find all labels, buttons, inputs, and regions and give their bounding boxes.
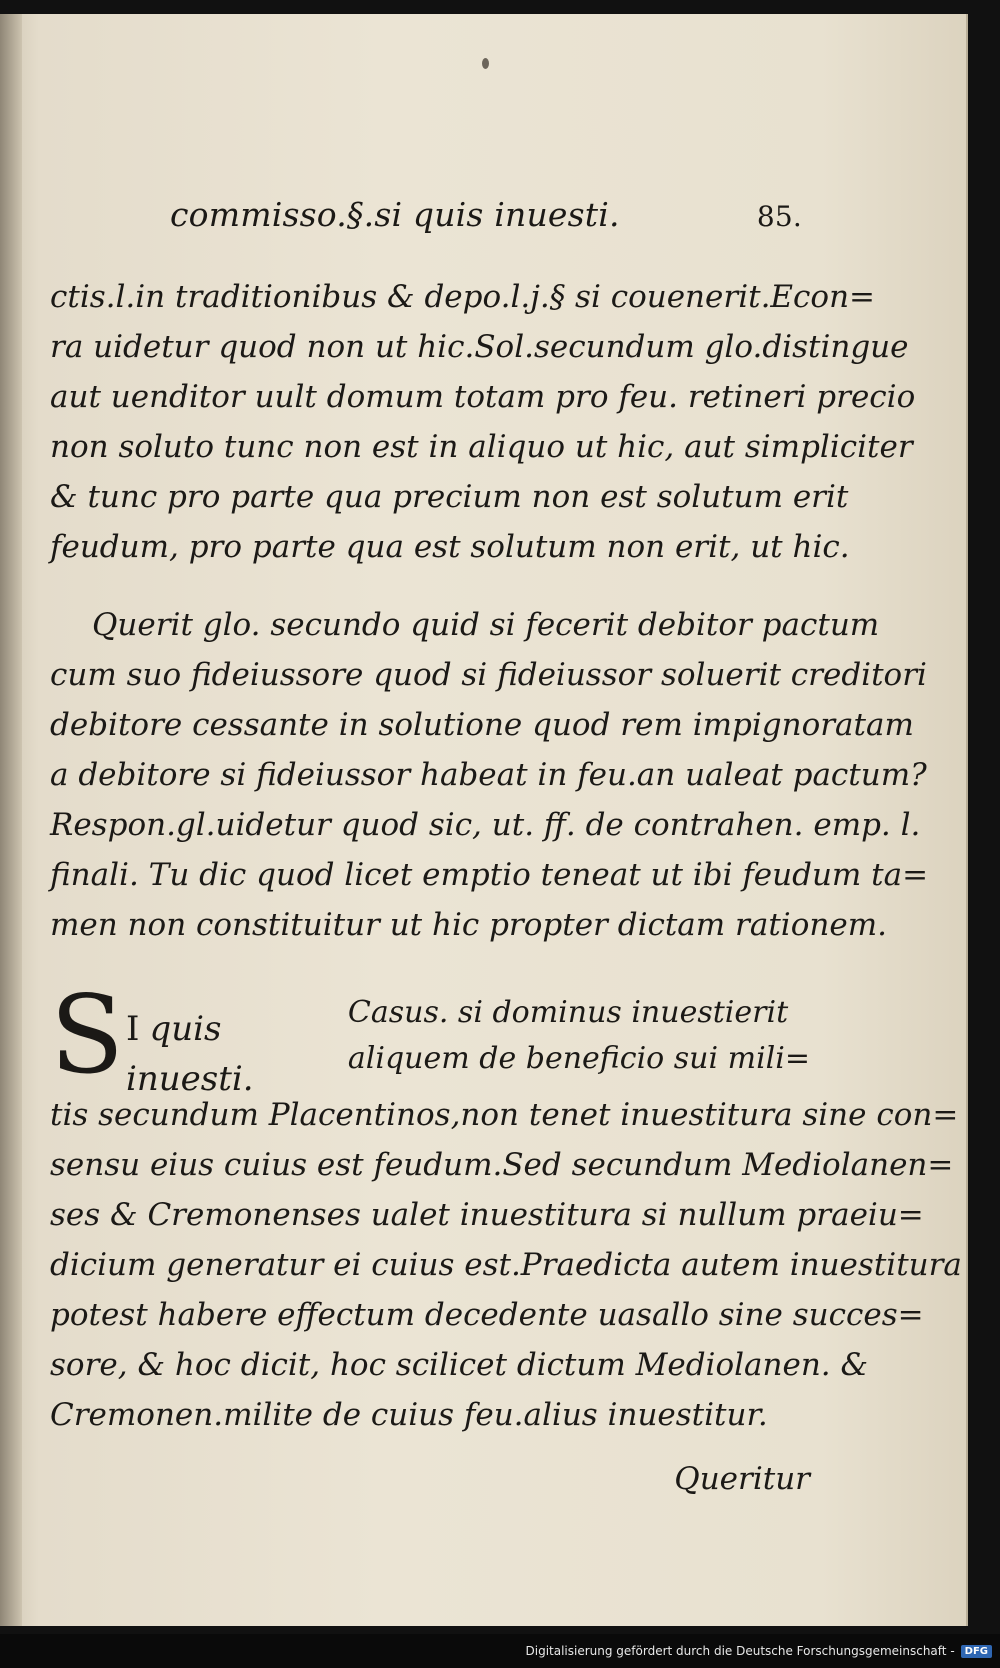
text-line: debitore cessante in solutione quod rem impignoratam xyxy=(50,707,914,743)
catchword: Queritur xyxy=(674,1461,810,1497)
lemma-rest: quis inuesti. xyxy=(126,1009,254,1099)
text-line: men non constituitur ut hic propter dictam rationem. xyxy=(50,907,887,943)
text-line: non soluto tunc non est in aliquo ut hic, aut simpliciter xyxy=(50,429,913,465)
section-si-quis-inuesti xyxy=(50,973,962,1504)
text-line: tis secundum Placentinos,non tenet inuestitura sine con= xyxy=(50,1097,959,1133)
section-heading xyxy=(50,973,810,1099)
text-line: potest habere effectum decedente uasallo sine succes= xyxy=(50,1297,924,1333)
text-line: Querit glo. secundo quid si fecerit debitor pactum xyxy=(92,607,880,643)
text-line: sore, & hoc dicit, hoc scilicet dictum Mediolanen. & xyxy=(50,1347,869,1383)
running-head xyxy=(50,190,810,244)
text-line: ctis.l.in traditionibus & depo.l.j.§ si couenerit.Econ= xyxy=(50,279,876,315)
folio-number: 85. xyxy=(756,200,802,233)
dfg-logo-icon: DFG xyxy=(961,1645,992,1658)
casus-opening xyxy=(348,990,810,1082)
text-line: a debitore si fideiussor habeat in feu.an ualeat pactum? xyxy=(50,757,927,793)
text-line: cum suo fideiussore quod si fideiussor soluerit creditori xyxy=(50,657,927,693)
running-head-title: commisso.§.si quis inuesti. xyxy=(170,195,620,234)
footer-credit: Digitalisierung gefördert durch die Deutsche Forschungsgemeinschaft - xyxy=(525,1644,955,1658)
text-line: aliquem de beneficio sui mili= xyxy=(347,1041,810,1076)
page-text xyxy=(50,190,962,1504)
text-line: ses & Cremonenses ualet inuestitura si nullum praeiu= xyxy=(50,1197,924,1233)
text-line: finali. Tu dic quod licet emptio teneat ut ibi feudum ta= xyxy=(50,857,929,893)
text-line: Cremonen.milite de cuius feu.alius inuestitur. xyxy=(50,1397,768,1433)
page-spine-shadow xyxy=(0,14,22,1626)
book-page xyxy=(0,14,968,1626)
text-line: feudum, pro parte qua est solutum non erit, ut hic. xyxy=(50,529,850,565)
text-line: aut uenditor uult domum totam pro feu. retineri precio xyxy=(50,379,916,415)
ink-spot xyxy=(482,58,489,69)
lemma-first-letter: I xyxy=(126,1009,140,1049)
digitization-footer xyxy=(0,1634,1000,1668)
text-line: & tunc pro parte qua precium non est solutum erit xyxy=(50,479,849,515)
text-line: Respon.gl.uidetur quod sic, ut. ff. de contrahen. emp. l. xyxy=(50,807,921,843)
text-line: Casus. si dominus inuestierit xyxy=(347,995,789,1030)
text-line: sensu eius cuius est feudum.Sed secundum Mediolanen= xyxy=(50,1147,954,1183)
text-line: ra uidetur quod non ut hic.Sol.secundum glo.distingue xyxy=(50,329,909,365)
text-line: dicium generatur ei cuius est.Praedicta autem inuestitura xyxy=(50,1247,962,1283)
drop-cap: S xyxy=(50,973,124,1098)
lemma xyxy=(126,1004,326,1104)
paragraph-1 xyxy=(50,272,916,572)
paragraph-2 xyxy=(50,600,929,950)
